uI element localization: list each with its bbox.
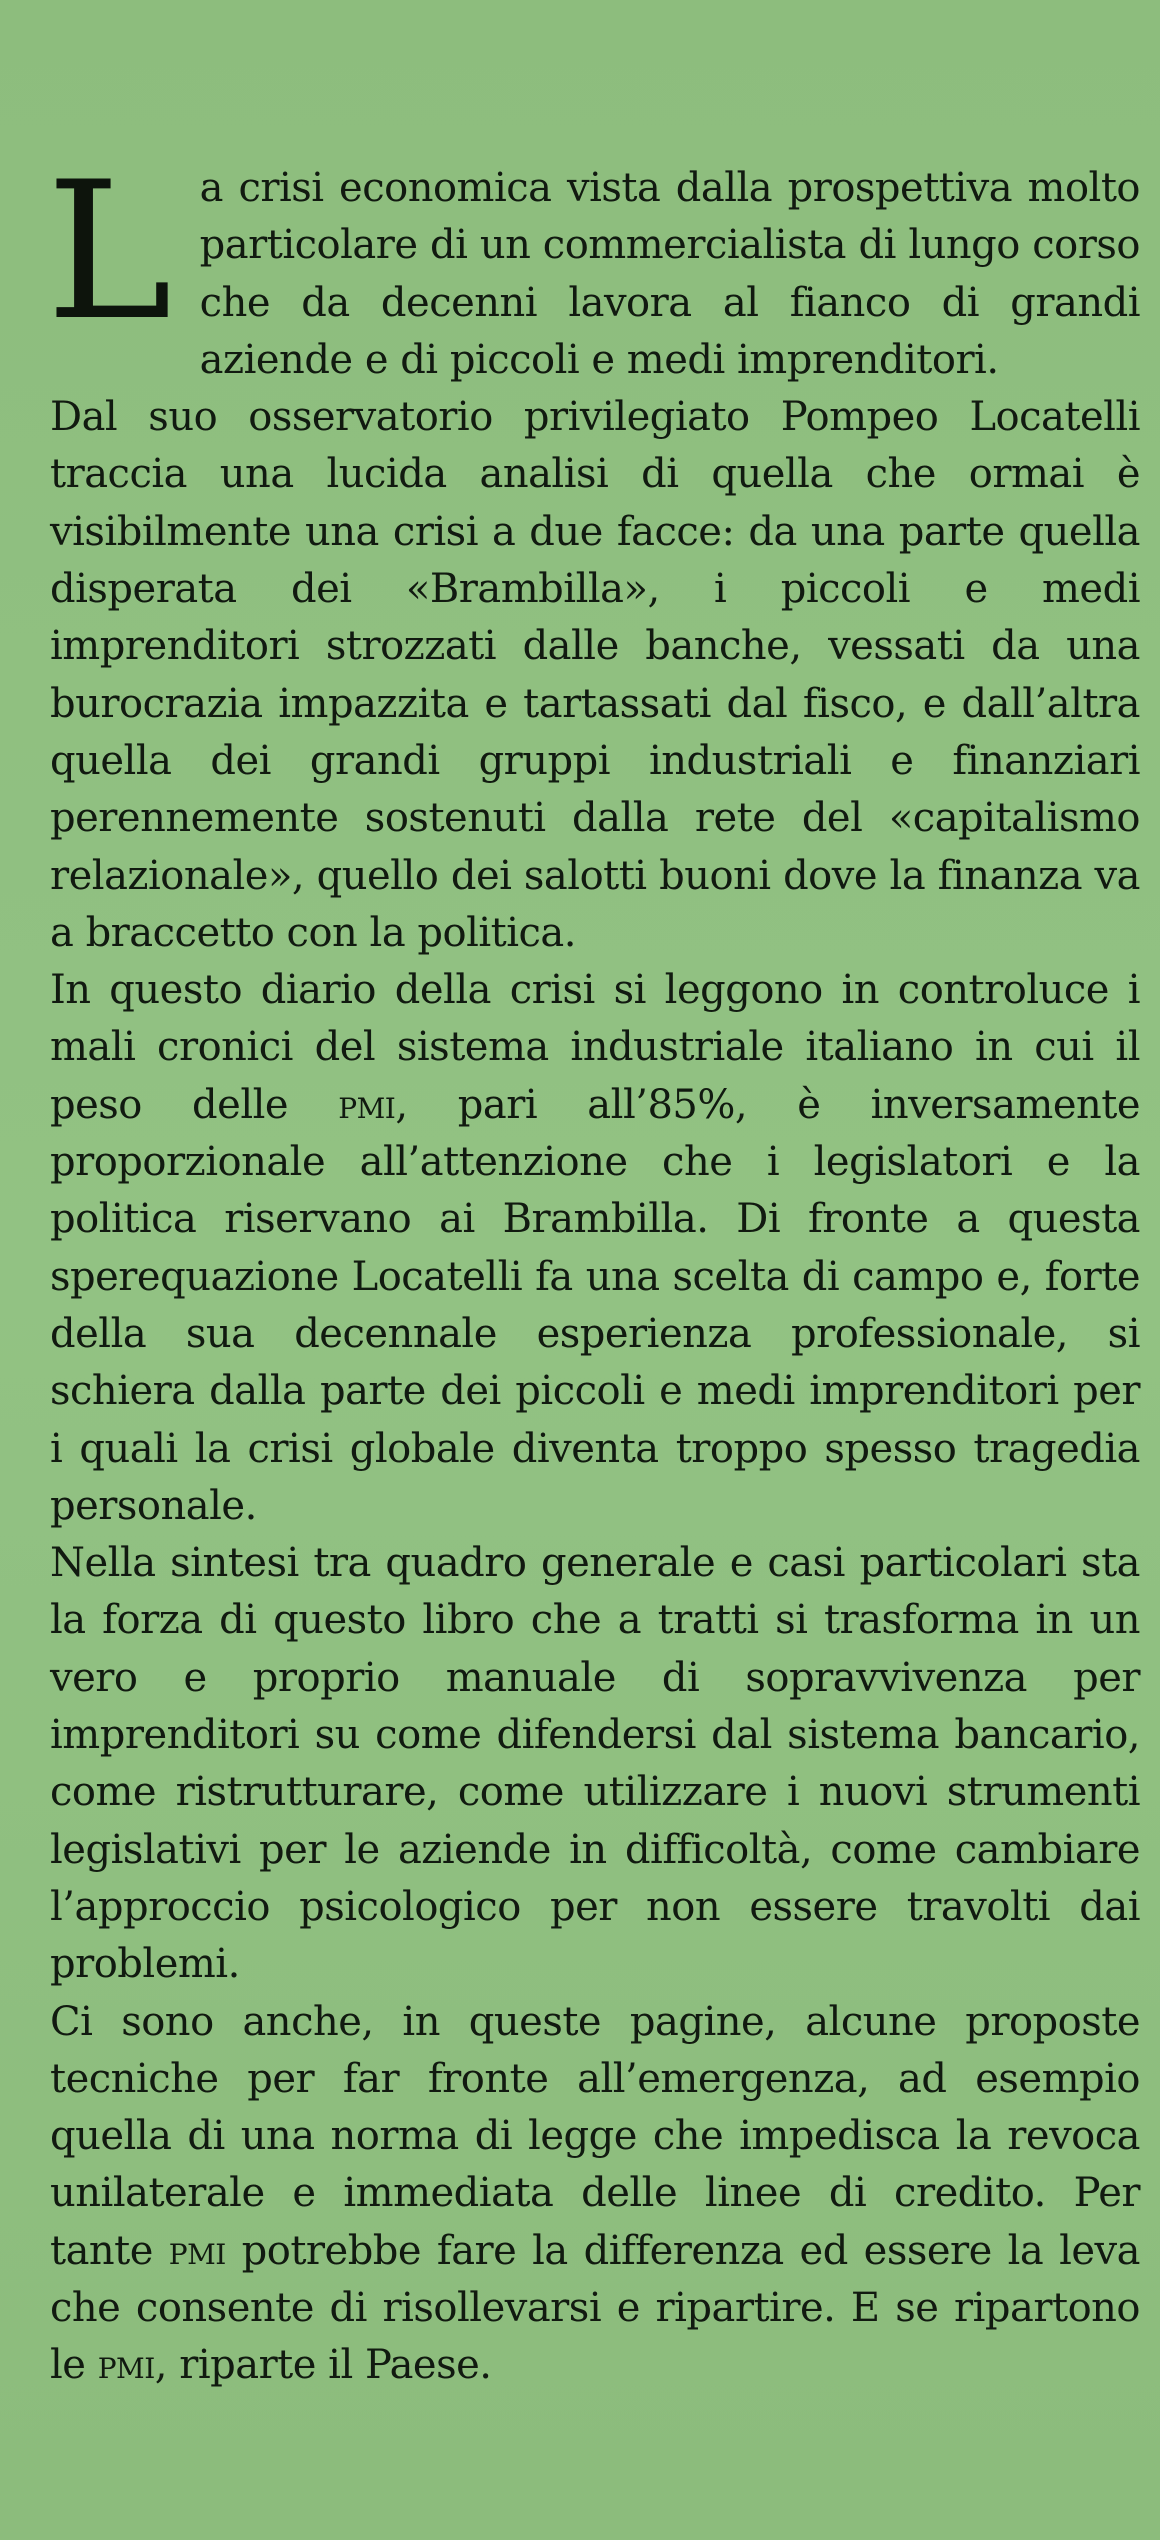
pmi-acronym: pmi — [97, 2342, 155, 2389]
paragraph-5-text-c: , riparte il Paese. — [154, 2342, 492, 2389]
paragraph-3-text-a: In questo diario della crisi si leggono in controluce i mali cronici del sistema industriale italiano in cui il peso delle — [50, 967, 1140, 1128]
paragraph-3-text-b: , pari all’85%, è inversamente proporzionale all’attenzione che i legislatori e la politica riservano ai Brambilla. Di fronte a questa sperequazione Locatelli fa una scelta di campo e, forte della sua decennale esperienza professionale, si schiera dalla parte dei piccoli e medi imprenditori per i quali la crisi globale diventa troppo spesso tragedia personale. — [50, 1081, 1141, 1529]
paragraph-5-text-b: potrebbe fare la differenza ed essere la leva che consente di risollevarsi e ripartire. E se ripartono le — [50, 2227, 1140, 2389]
drop-cap: L — [46, 141, 172, 362]
paragraph-1 — [46, 141, 1140, 389]
paragraph-3 — [50, 962, 1140, 1535]
paragraph-5 — [50, 1994, 1140, 2395]
paragraph-2: Dal suo osservatorio privilegiato Pompeo Locatelli traccia una lucida analisi di quella che ormai è visibilmente una crisi a due facce: da una parte quella disperata dei «Brambilla», i piccoli e medi imprenditori strozzati dalle banche, vessati da una burocrazia impazzita e tartassati dal fisco, e dall’altra quella dei grandi gruppi industriali e finanziari perennemente sostenuti dalla rete del «capitalismo relazionale», quello dei salotti buoni dove la finanza va a braccetto con la politica. — [50, 394, 1140, 956]
paragraph-5-text-a: Ci sono anche, in queste pagine, alcune proposte tecniche per far fronte all’emergenza, ad esempio quella di una norma di legge che impedisca la revoca unilaterale e immediata delle linee di credito. Per tante — [50, 1998, 1140, 2274]
paragraph-4: Nella sintesi tra quadro generale e casi particolari sta la forza di questo libro che a tratti si trasforma in un vero e proprio manuale di sopravvivenza per imprenditori su come difendersi dal sistema bancario, come ristrutturare, come utilizzare i nuovi strumenti legislativi per le aziende in difficoltà, come cambiare l’approccio psicologico per non essere travolti dai problemi. — [50, 1540, 1140, 1988]
blurb-text — [46, 141, 1141, 2395]
paragraph-1-text: a crisi economica vista dalla prospettiva molto particolare di un commercialista di lungo corso che da decenni lavora al fianco di grandi aziende e di piccoli e medi imprenditori. — [199, 165, 1140, 383]
pmi-acronym: pmi — [168, 2227, 226, 2274]
pmi-acronym: pmi — [338, 1081, 396, 1128]
